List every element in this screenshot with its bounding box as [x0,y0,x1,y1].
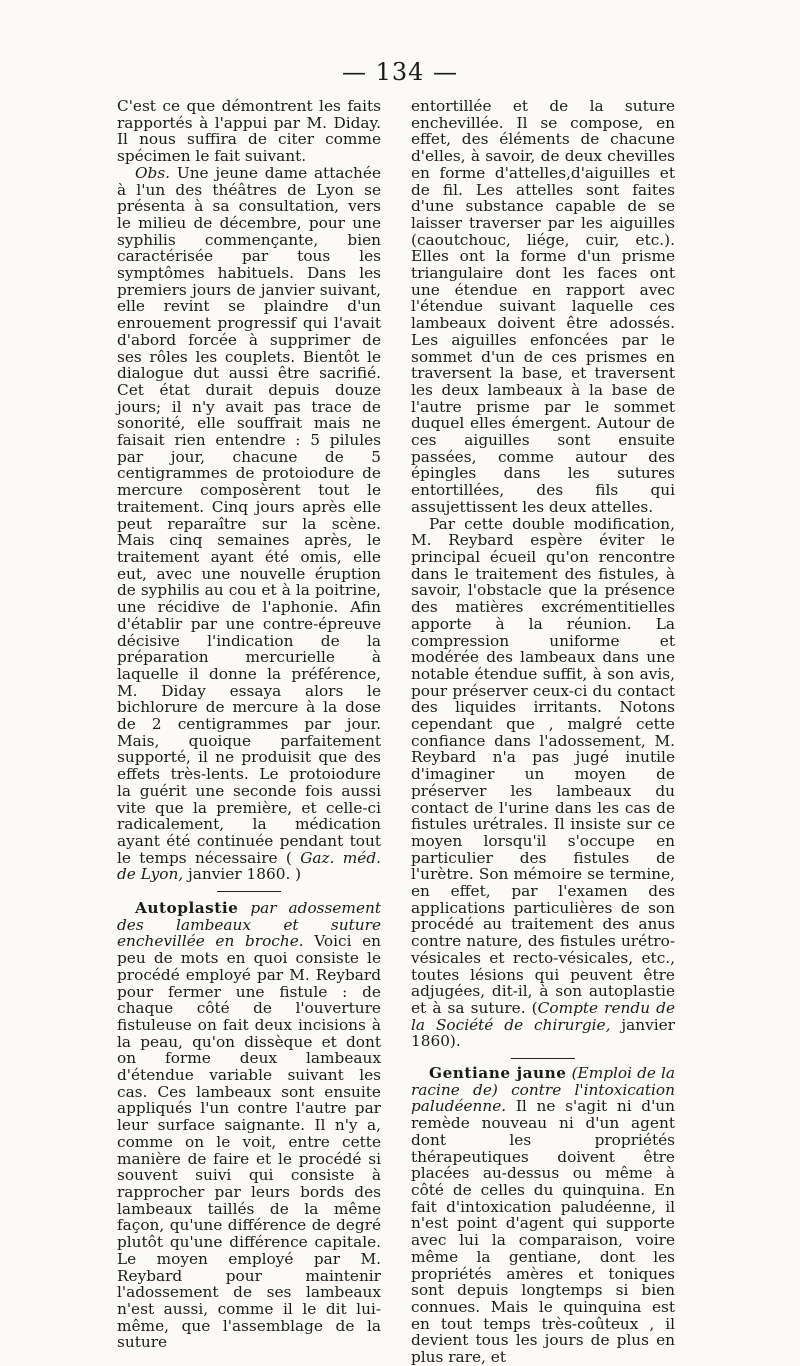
section-divider [217,891,281,892]
paragraph: C'est ce que démontrent les faits rapportés à l'appui par M. Diday. Il nous suffira de citer comme spécimen le fait suivant. [117,97,381,166]
section-text: Il ne s'agit ni d'un remède nouveau ni d'un agent dont les propriétés thérapeutiques doivent être placées au-dessus ou même à côté de celles du quinquina. En fait d'intoxication paludéenne, il n'est point d'agent qui supporte avec lui la comparaison, voire même la gentiane, dont les propriétés amères et toniques sont depuis longtemps si bien connues. Mais le quinquina est en tout temps très-coûteux , il devient tous les jours de plus en plus rare, et [411,1097,675,1366]
section-divider [511,1058,575,1059]
autoplastie-paragraph [117,900,381,1351]
citation-source: Gaz. méd. de Lyon, [117,848,381,884]
observation-text: Une jeune dame attachée à l'un des théâtres de Lyon se présenta à sa consultation, vers le milieu de décembre, pour une syphilis commençante, bien caractérisée par tous les symptômes habituels. Dans les premiers jours de janvier suivant, elle revint se plaindre d'un enrouement progressif qui l'avait d'abord forcée à supprimer de ses rôles les couplets. Bientôt le dialogue dut aussi être sacrifié. Cet état durait depuis douze jours; il n'y avait pas trace de sonorité, elle souffrait mais ne faisait rien entendre : 5 pilules par jour, chacune de 5 centigrammes de protoiodure de mercure composèrent tout le traitement. Cinq jours après elle peut reparaître sur la scène. Mais cinq semaines après, le traitement ayant été omis, elle eut, avec une nouvelle éruption de syphilis au cou et à la poitrine, une récidive de l'aphonie. Afin d'établir par une contre-épreuve décisive l'indication de la préparation mercurielle à laquelle il donne la préférence, M. Diday essaya alors le bichlorure de mercure à la dose de 2 centigrammes par jour. Mais, quoique parfaitement supporté, il ne produisit que des effets très-lents. Le protoiodure la guérit une seconde fois aussi vite que la première, et celle-ci radicalement, la médication ayant été continuée pendant tout le temps nécessaire ( [117,163,381,867]
paragraph: entortillée et de la suture enchevillée. Il se compose, en effet, des éléments de chacune d'elles, à savoir, de deux chevilles en forme d'attelles,d'aiguilles et de fil. Les attelles sont faites d'une substance capable de se laisser traverser par les aiguilles (caoutchouc, liége, cuir, etc.). Elles ont la forme d'un prisme triangulaire dont les faces ont une étendue en rapport avec l'étendue suivant laquelle ces lambeaux doivent être adossés. Les aiguilles enfoncées par le sommet d'un de ces prismes en traversent la base, et traversent les deux lambeaux à la base de l'autre prisme par le sommet duquel elles émergent. Autour de ces aiguilles sont ensuite passées, comme autour des épingles dans les sutures entortillées, des fils qui assujettissent les deux attelles. [411,97,675,516]
page-number: — 134 — [341,58,459,86]
observation-paragraph [117,165,381,883]
right-column [411,98,675,1366]
section-subtitle: (Emploi de la racine de) contre l'intoxication paludéenne. [411,1064,675,1116]
citation-date: janvier 1860). [411,1015,675,1051]
citation-date: janvier 1860. ) [183,865,302,884]
paragraph-text: Par cette double modification, M. Reybard espère éviter le principal écueil qu'on rencontre dans le traitement des fistules, à savoir, l'obstacle que la présence des matières excrémentitielles apporte à la réunion. La compression uniforme et modérée des lambeaux dans une notable étendue suffit, à son avis, pour préserver ceux-ci du contact des liquides irritants. Notons cependant que , malgré cette confiance dans l'adossement, M. Reybard n'a pas jugé inutile d'imaginer un moyen de préserver les lambeaux du contact de l'urine dans les cas de fistules urétrales. Il insiste sur ce moyen lorsqu'il s'occupe en particulier des fistules de l'urètre. Son mémoire se termine, en effet, par l'examen des applications particulières de son procédé au traitement des anus contre nature, des fistules urétro-vésicales et recto-vésicales, etc., toutes lésions qui peuvent être adjugées, dit-il, à son autoplastie et à sa suture. ( [411,514,675,1017]
citation-source: Compte rendu de la Société de chirurgie, [411,998,676,1034]
section-text: Voici en peu de mots en quoi consiste le procédé employé par M. Reybard pour fermer une fistule : de chaque côté de l'ouverture fistuleuse on fait deux incisions à la peau, qu'on dissèque et dont on forme deux lambeaux d'étendue variable suivant les cas. Ces lambeaux sont ensuite appliqués l'un contre l'autre par leur surface saignante. Il n'y a, comme on le voit, entre cette manière de faire et le procédé si souvent suivi qui consiste à rapprocher par leurs bords des lambeaux taillés de la même façon, qu'une différence de degré plutôt qu'une différence capitale. Le moyen employé par M. Reybard pour maintenir l'adossement de ses lambeaux n'est aussi, comme il le dit lui-même, que l'assemblage de la suture [117,932,381,1352]
paragraph [411,516,675,1051]
section-subtitle: par adossement des lambeaux et suture enchevillée en broche. [117,899,381,951]
left-column [117,98,381,1351]
obs-label: Obs. [135,163,171,182]
gentiane-paragraph [411,1065,675,1366]
section-heading: Gentiane jaune [429,1064,567,1083]
section-heading: Autoplastie [135,899,239,918]
